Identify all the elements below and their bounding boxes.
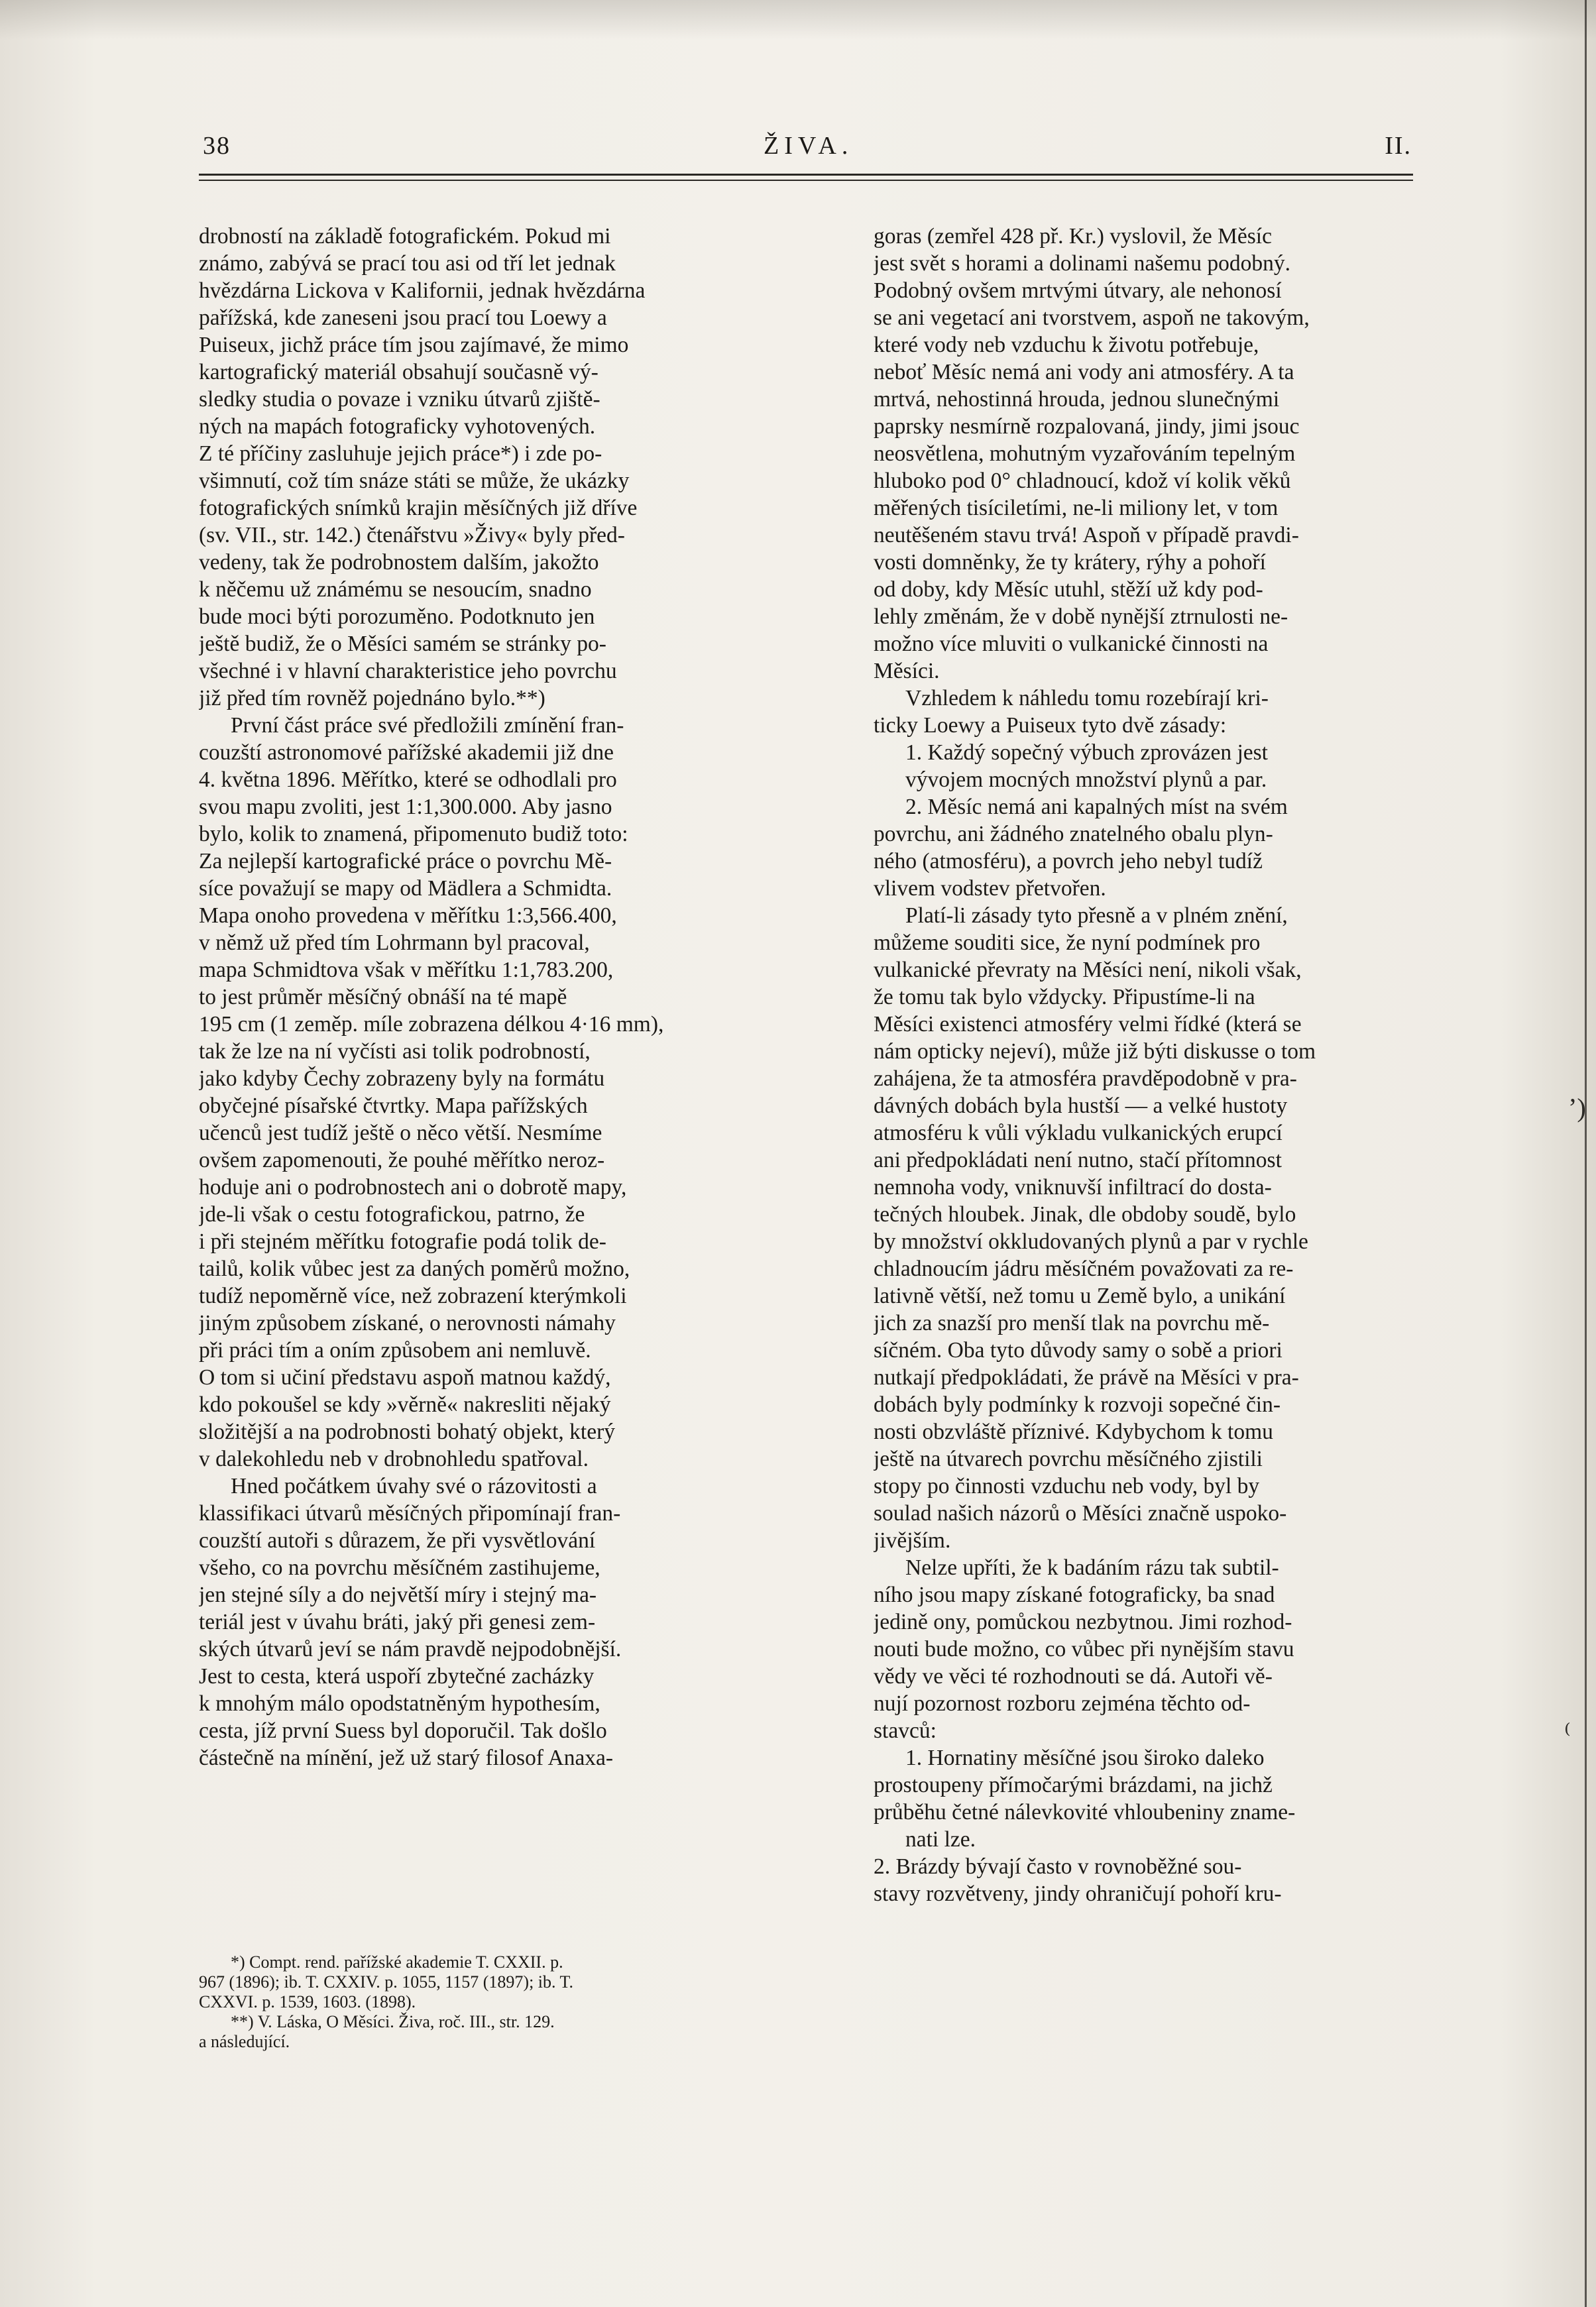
text-line: složitější a na podrobnosti bohatý objekt, který bbox=[199, 1420, 616, 1444]
text-line: povrchu, ani žádného znatelného obalu plyn- bbox=[874, 822, 1273, 846]
text-line: dobách byly podmínky k rozvoji sopečné čin- bbox=[874, 1392, 1281, 1417]
text-line: Jest to cesta, která uspoří zbytečné zacházky bbox=[199, 1664, 595, 1689]
text-line: soulad našich názorů o Měsíci značně uspoko- bbox=[874, 1501, 1287, 1526]
text-line: částečně na mínění, jež už starý filosof Anaxa- bbox=[199, 1746, 614, 1770]
text-line: nosti obzvláště příznivé. Kdybychom k tomu bbox=[874, 1420, 1273, 1444]
header-rule bbox=[199, 174, 1413, 181]
text-line: hoduje ani o podrobnostech ani o dobrotě mapy, bbox=[199, 1175, 627, 1200]
text-line: svou mapu zvoliti, jest 1:1,300.000. Aby jasno bbox=[199, 795, 612, 819]
right-column bbox=[874, 223, 1473, 1907]
text-line: Za nejlepší kartografické práce o povrchu Mě- bbox=[199, 849, 612, 873]
text-line: ských útvarů jeví se nám pravdě nejpodobnější. bbox=[199, 1637, 622, 1661]
text-line: 2. Měsíc nemá ani kapalných míst na svém bbox=[905, 795, 1288, 819]
text-line: obyčejné písařské čtvrtky. Mapa pařížských bbox=[199, 1094, 588, 1118]
text-line: kartografický materiál obsahují současně vý- bbox=[199, 360, 598, 384]
text-line: neboť Měsíc nemá ani vody ani atmosféry. A ta bbox=[874, 360, 1294, 384]
text-line: učenců jest tudíž ještě o něco větší. Nesmíme bbox=[199, 1121, 602, 1145]
text-line: lehly změnám, že v době nynější ztrnulosti ne- bbox=[874, 604, 1288, 629]
text-line: ního jsou mapy získané fotograficky, ba snad bbox=[874, 1583, 1275, 1607]
text-line: nemnoha vody, vniknuvší infiltrací do dosta- bbox=[874, 1175, 1272, 1200]
text-line: jich za snazší pro menší tlak na povrchu mě- bbox=[874, 1311, 1270, 1335]
text-line: Platí-li zásady tyto přesně a v plném znění, bbox=[905, 903, 1288, 928]
text-line: i při stejném měřítku fotografie podá tolik de- bbox=[199, 1229, 606, 1254]
text-line: drobností na základě fotografickém. Pokud mi bbox=[199, 224, 611, 249]
text-line: jde-li však o cestu fotografickou, patrno, že bbox=[199, 1202, 585, 1227]
text-line: 4. května 1896. Měřítko, které se odhodlali pro bbox=[199, 767, 617, 792]
text-line: Měsíci. bbox=[874, 659, 940, 683]
text-line: vosti domněnky, že ty krátery, rýhy a pohoří bbox=[874, 550, 1266, 575]
text-line: tečných hloubek. Jinak, dle obdoby soudě, bylo bbox=[874, 1202, 1296, 1227]
text-line: O tom si učiní představu aspoň matnou každý, bbox=[199, 1365, 611, 1390]
text-line: chladnoucím jádru měsíčném považovati za re- bbox=[874, 1257, 1294, 1281]
text-line: Podobný ovšem mrtvými útvary, ale nehonosí bbox=[874, 278, 1282, 303]
text-line: tudíž nepoměrně více, než zobrazení kterýmkoli bbox=[199, 1284, 627, 1308]
text-line: v dalekohledu neb v drobnohledu spatřoval. bbox=[199, 1447, 589, 1471]
footnote-line: *) Compt. rend. pařížské akademie T. CXXII. p. bbox=[231, 1952, 563, 1972]
text-line: Hned počátkem úvahy své o rázovitosti a bbox=[231, 1474, 597, 1498]
text-line: vedeny, tak že podrobnostem dalším, jakožto bbox=[199, 550, 599, 575]
text-line: paprsky nesmírně rozpalovaná, jindy, jimi jsouc bbox=[874, 414, 1300, 439]
text-line: tak že lze na ní vyčísti asi tolik podrobností, bbox=[199, 1039, 591, 1064]
text-line: by množství okkludovaných plynů a par v rychle bbox=[874, 1229, 1308, 1254]
text-line: v němž už před tím Lohrmann byl pracoval, bbox=[199, 930, 590, 955]
text-line: Vzhledem k náhledu tomu rozebírají kri- bbox=[905, 686, 1269, 710]
text-line: vývojem mocných množství plynů a par. bbox=[905, 767, 1267, 792]
text-line: dávných dobách byla hustší — a velké hustoty bbox=[874, 1094, 1288, 1118]
page-top-stain bbox=[0, 0, 1596, 40]
text-line: že tomu tak bylo vždycky. Připustíme-li na bbox=[874, 985, 1255, 1009]
text-line: sledky studia o povaze i vzniku útvarů zjiště- bbox=[199, 387, 600, 412]
text-line: jen stejné síly a do největší míry i stejný ma- bbox=[199, 1583, 597, 1607]
text-line: stavy rozvětveny, jindy ohraničují pohoří kru- bbox=[874, 1882, 1282, 1906]
text-line: nutkají předpokládati, že právě na Měsíci v pra- bbox=[874, 1365, 1299, 1390]
text-line: Mapa onoho provedena v měřítku 1:3,566.400, bbox=[199, 903, 617, 928]
text-line: všechné i v hlavní charakteristice jeho povrchu bbox=[199, 659, 617, 683]
page-number: 38 bbox=[203, 132, 231, 160]
text-line: již před tím rovněž pojednáno bylo.**) bbox=[199, 686, 545, 710]
text-line: můžeme souditi sice, že nyní podmínek pro bbox=[874, 930, 1261, 955]
text-line: se ani vegetací ani tvorstvem, aspoň ne takovým, bbox=[874, 306, 1310, 330]
text-line: nati lze. bbox=[905, 1827, 976, 1852]
text-line: vědy ve věci té rozhodnouti se dá. Autoři vě- bbox=[874, 1664, 1273, 1689]
journal-title: ŽIVA. bbox=[764, 132, 854, 160]
text-line: ještě na útvarech povrchu měsíčného zjistili bbox=[874, 1447, 1263, 1471]
text-line: 2. Brázdy bývají často v rovnoběžné sou- bbox=[874, 1854, 1242, 1879]
text-line: teriál jest v úvahu bráti, jaký při genesi zem- bbox=[199, 1610, 596, 1634]
text-line: k mnohým málo opodstatněným hypothesím, bbox=[199, 1691, 600, 1716]
text-line: neutěšeném stavu trvá! Aspoň v případě pravdi- bbox=[874, 523, 1299, 547]
text-line: nouti bude možno, co vůbec při nynějším stavu bbox=[874, 1637, 1294, 1661]
text-line: klassifikaci útvarů měsíčných připomínají fran- bbox=[199, 1501, 621, 1526]
text-line: 1. Hornatiny měsíčné jsou široko daleko bbox=[905, 1746, 1265, 1770]
text-line: ani předpokládati není nutno, stačí přítomnost bbox=[874, 1148, 1282, 1172]
text-line: k něčemu už známému se nesoucím, snadno bbox=[199, 577, 592, 602]
text-line: Puiseux, jichž práce tím jsou zajímavé, že mimo bbox=[199, 333, 629, 357]
text-line: možno více mluviti o vulkanické činnosti na bbox=[874, 632, 1269, 656]
text-line: 1. Každý sopečný výbuch zprovázen jest bbox=[905, 740, 1268, 765]
text-line: (sv. VII., str. 142.) čtenářstvu »Živy« byly před- bbox=[199, 523, 625, 547]
text-line: nují pozornost rozboru zejména těchto od- bbox=[874, 1691, 1251, 1716]
left-column bbox=[199, 223, 798, 1772]
text-line: jivějším. bbox=[874, 1528, 951, 1553]
text-line: to jest průměr měsíčný obnáší na té mapě bbox=[199, 985, 567, 1009]
text-line: Měsíci existenci atmosféry velmi řídké (která se bbox=[874, 1012, 1302, 1037]
volume-number: II. bbox=[1385, 132, 1412, 160]
text-line: couzští autoři s důrazem, že při vysvětlování bbox=[199, 1528, 596, 1553]
text-line: 195 cm (1 zeměp. míle zobrazena délkou 4·16 mm), bbox=[199, 1012, 664, 1037]
text-line: pařížská, kde zaneseni jsou prací tou Loewy a bbox=[199, 306, 607, 330]
text-line: Z té příčiny zasluhuje jejich práce*) i zde po- bbox=[199, 441, 602, 466]
text-line: síce považují se mapy od Mädlera a Schmidta. bbox=[199, 876, 612, 901]
text-line: bylo, kolik to znamená, připomenuto budiž toto: bbox=[199, 822, 628, 846]
text-line: které vody neb vzduchu k životu potřebuje, bbox=[874, 333, 1259, 357]
text-line: měřených tisíciletími, ne-li miliony let, v tom bbox=[874, 496, 1279, 520]
text-line: prostoupeny přímočarými brázdami, na jichž bbox=[874, 1773, 1273, 1797]
text-line: ného (atmosféru), a povrch jeho nebyl tudíž bbox=[874, 849, 1263, 873]
running-header bbox=[203, 131, 1412, 171]
text-line: ještě budiž, že o Měsíci samém se stránky po- bbox=[199, 632, 606, 656]
text-line: vulkanické převraty na Měsíci není, nikoli však, bbox=[874, 958, 1302, 982]
margin-mark-icon: ʼ) bbox=[1568, 1093, 1586, 1123]
text-line: kdo pokoušel se kdy »věrně« nakresliti nějaký bbox=[199, 1392, 611, 1417]
text-line: hvězdárna Lickova v Kalifornii, jednak hvězdárna bbox=[199, 278, 646, 303]
text-line: jedině ony, pomůckou nezbytnou. Jimi rozhod- bbox=[874, 1610, 1292, 1634]
text-line: jiným způsobem získané, o nerovnosti námahy bbox=[199, 1311, 616, 1335]
text-line: průběhu četné nálevkovité vhloubeniny zname- bbox=[874, 1800, 1296, 1825]
footnote-line: a následující. bbox=[199, 2032, 290, 2051]
text-line: stopy po činnosti vzduchu neb vody, byl by bbox=[874, 1474, 1260, 1498]
text-line: goras (zemřel 428 př. Kr.) vyslovil, že Měsíc bbox=[874, 224, 1272, 249]
footnote-line: 967 (1896); ib. T. CXXIV. p. 1055, 1157 (1897); ib. T. bbox=[199, 1972, 574, 1992]
text-line: jest svět s horami a dolinami našemu podobný. bbox=[874, 251, 1290, 276]
page-edge-shadow bbox=[1585, 0, 1587, 2307]
footnotes bbox=[199, 1952, 798, 2052]
text-line: tailů, kolik vůbec jest za daných poměrů možno, bbox=[199, 1257, 630, 1281]
text-line: síčném. Oba tyto důvody samy o sobě a priori bbox=[874, 1338, 1282, 1363]
footnote-line: **) V. Láska, O Měsíci. Živa, roč. III., str. 129. bbox=[231, 2012, 555, 2031]
text-line: ticky Loewy a Puiseux tyto dvě zásady: bbox=[874, 713, 1227, 738]
text-line: zahájena, že ta atmosféra pravděpodobně v pra- bbox=[874, 1066, 1297, 1091]
text-line: nám opticky nejeví), může již býti diskusse o tom bbox=[874, 1039, 1316, 1064]
text-line: stavců: bbox=[874, 1718, 937, 1743]
text-line: lativně větší, než tomu u Země bylo, a unikání bbox=[874, 1284, 1286, 1308]
footnote-line: CXXVI. p. 1539, 1603. (1898). bbox=[199, 1992, 416, 2011]
text-line: všimnutí, což tím snáze státi se může, že ukázky bbox=[199, 469, 630, 493]
text-line: Nelze upříti, že k badáním rázu tak subtil- bbox=[905, 1555, 1279, 1580]
text-line: ovšem zapomenouti, že pouhé měřítko neroz- bbox=[199, 1148, 605, 1172]
margin-mark-icon: ⁽ bbox=[1564, 1718, 1571, 1748]
text-line: mrtvá, nehostinná hrouda, jednou slunečnými bbox=[874, 387, 1280, 412]
text-line: vlivem vodstev přetvořen. bbox=[874, 876, 1106, 901]
text-line: při práci tím a oním způsobem ani nemluvě. bbox=[199, 1338, 591, 1363]
text-line: jako kdyby Čechy zobrazeny byly na formátu bbox=[199, 1066, 605, 1091]
text-line: První část práce své předložili zmínění fran- bbox=[231, 713, 624, 738]
text-line: hluboko pod 0° chladnoucí, kdož ví kolik věků bbox=[874, 469, 1291, 493]
text-line: všeho, co na povrchu měsíčném zastihujeme, bbox=[199, 1555, 600, 1580]
text-line: atmosféru k vůli výkladu vulkanických erupcí bbox=[874, 1121, 1282, 1145]
text-line: ných na mapách fotograficky vyhotovených. bbox=[199, 414, 596, 439]
text-line: couzští astronomové pařížské akademii již dne bbox=[199, 740, 614, 765]
text-line: cesta, jíž první Suess byl doporučil. Tak došlo bbox=[199, 1718, 607, 1743]
text-line: od doby, kdy Měsíc utuhl, stěží už kdy pod- bbox=[874, 577, 1263, 602]
text-line: mapa Schmidtova však v měřítku 1:1,783.200, bbox=[199, 958, 614, 982]
text-line: neosvětlena, mohutným vyzařováním tepelným bbox=[874, 441, 1296, 466]
text-line: známo, zabývá se prací tou asi od tří let jednak bbox=[199, 251, 616, 276]
text-line: bude moci býti porozuměno. Podotknuto jen bbox=[199, 604, 595, 629]
text-line: fotografických snímků krajin měsíčných již dříve bbox=[199, 496, 638, 520]
